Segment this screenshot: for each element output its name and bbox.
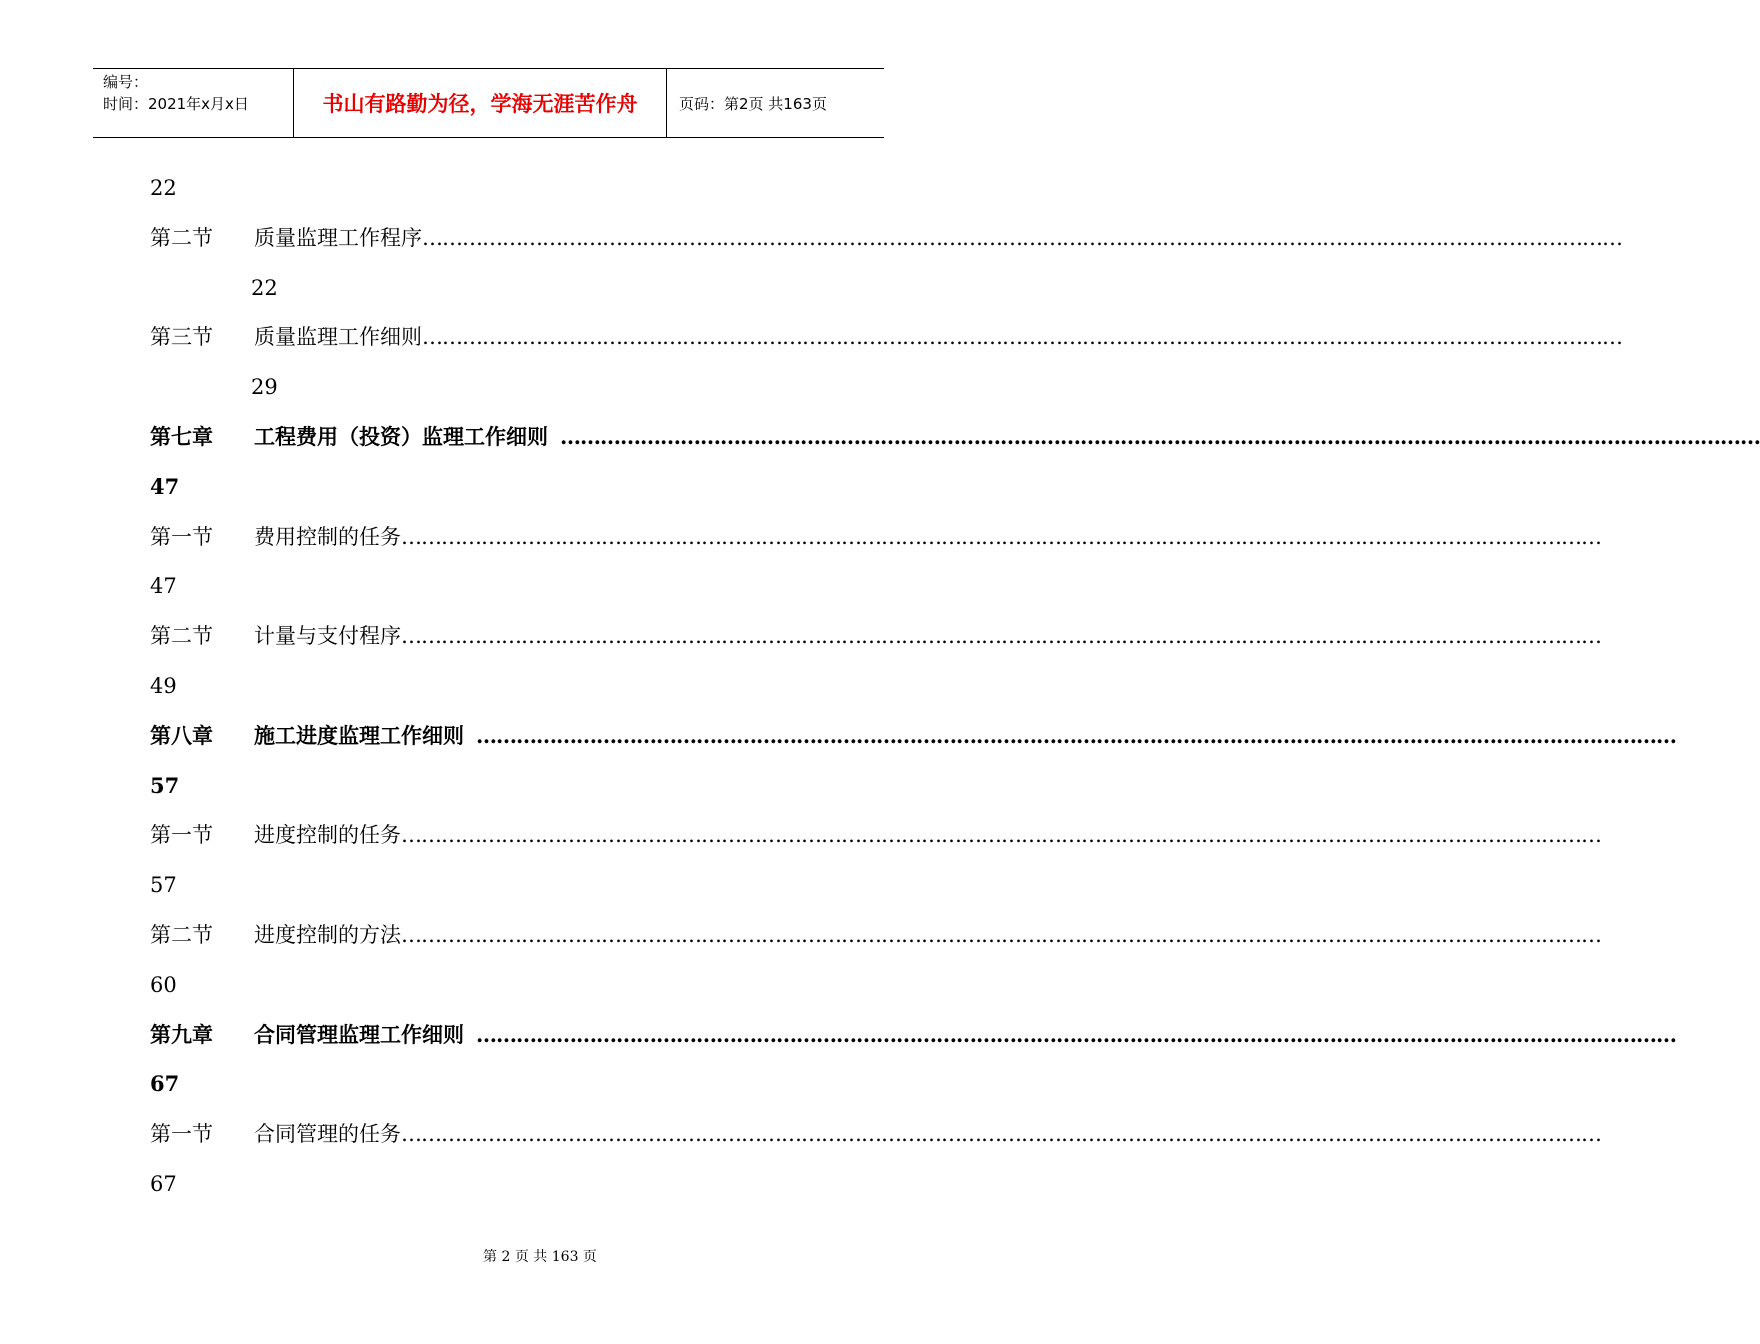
toc-dot-leader: ……………………………………………………………………………………………………………………………………………………………… <box>422 225 1622 250</box>
toc-entry <box>150 419 1760 455</box>
toc-entry-title: 施工进度监理工作细则 <box>254 722 464 748</box>
toc-page-number: 22 <box>251 275 278 300</box>
header-bianhao: 编号： <box>103 73 149 91</box>
toc-entry-title: 合同管理的任务 <box>254 1122 401 1147</box>
toc-entry-title: 质量监理工作细则 <box>254 325 422 350</box>
toc-entry-number: 第七章 <box>150 424 213 449</box>
toc-entry <box>150 319 1622 355</box>
toc-entry-title: 工程费用（投资）监理工作细则 <box>254 424 548 449</box>
toc-dot-leader: ……………………………………………………………………………………………………………………………………………………………… <box>401 624 1601 649</box>
toc-entry-title: 进度控制的方法 <box>254 923 401 947</box>
toc-dot-leader: ……………………………………………………………………………………………………………………………………………………………… <box>401 1122 1601 1147</box>
header-meta <box>93 69 294 137</box>
toc-dot-leader: ……………………………………………………………………………………………………………………………………………………………… <box>401 524 1601 549</box>
toc-page-number: 67 <box>150 1071 180 1097</box>
toc-dot-leader: ……………………………………………………………………………………………………………………………………………………………… <box>560 424 1760 449</box>
page-header <box>93 68 884 138</box>
toc-entry-number: 第二节 <box>150 225 213 250</box>
toc-dot-leader: ……………………………………………………………………………………………………………………………………………………………… <box>476 722 1676 748</box>
toc-entry <box>150 618 1601 654</box>
toc-entry <box>150 718 1676 754</box>
toc-entry-number: 第一节 <box>150 1122 213 1147</box>
header-page-info: 页码：第2页 共163页 <box>679 94 827 113</box>
toc-page-number: 49 <box>150 674 177 698</box>
toc-entry-title: 进度控制的任务 <box>254 823 401 848</box>
header-shijian: 时间：2021年x月x日 <box>103 95 249 113</box>
toc-entry-title: 计量与支付程序 <box>254 624 401 649</box>
toc-entry-number: 第二节 <box>150 923 213 947</box>
toc-dot-leader: ……………………………………………………………………………………………………………………………………………………………… <box>422 325 1622 350</box>
toc-entry <box>150 817 1601 853</box>
toc-entry-title: 合同管理监理工作细则 <box>254 1021 464 1047</box>
toc-entry-number: 第八章 <box>150 722 213 748</box>
toc-page-number: 22 <box>150 176 177 200</box>
toc-dot-leader: ……………………………………………………………………………………………………………………………………………………………… <box>401 923 1601 947</box>
toc-entry <box>150 917 1601 953</box>
toc-entry-number: 第一节 <box>150 524 213 549</box>
toc-page-number: 67 <box>150 1172 177 1196</box>
toc-page-number: 47 <box>150 574 177 599</box>
toc-page-number: 57 <box>150 772 180 798</box>
toc-page-number: 57 <box>150 873 177 898</box>
toc-page-number: 29 <box>251 375 278 400</box>
toc-entry <box>150 1116 1601 1152</box>
toc-entry <box>150 1017 1676 1053</box>
toc-entry <box>150 220 1622 256</box>
toc-entry-number: 第一节 <box>150 823 213 848</box>
toc-page-number: 47 <box>150 473 180 499</box>
header-motto: 书山有路勤为径，学海无涯苦作舟 <box>294 69 667 137</box>
toc-entry-number: 第九章 <box>150 1021 213 1047</box>
toc-entry-title: 质量监理工作程序 <box>254 225 422 250</box>
toc-entry-number: 第三节 <box>150 325 213 350</box>
toc-entry-number: 第二节 <box>150 624 213 649</box>
page-footer: 第 2 页 共 163 页 <box>483 1249 597 1265</box>
toc-dot-leader: ……………………………………………………………………………………………………………………………………………………………… <box>401 823 1601 848</box>
toc-page-number: 60 <box>150 972 177 997</box>
toc-entry <box>150 519 1601 555</box>
toc-entry-title: 费用控制的任务 <box>254 524 401 549</box>
toc-dot-leader: ……………………………………………………………………………………………………………………………………………………………… <box>476 1021 1676 1047</box>
